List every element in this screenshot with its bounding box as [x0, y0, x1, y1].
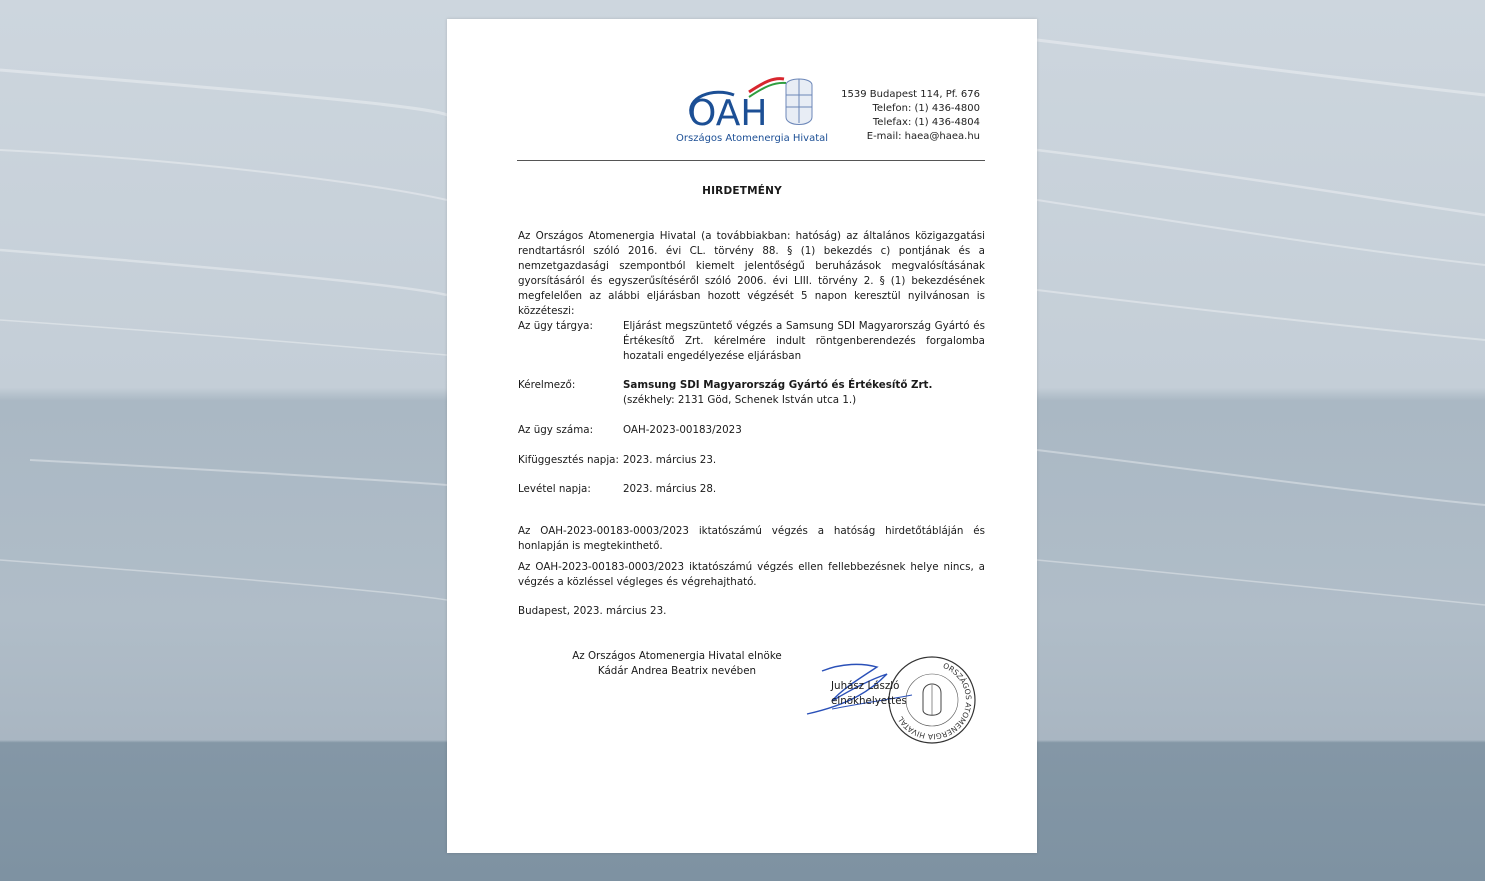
intro-paragraph: Az Országos Atomenergia Hivatal (a továbbiakban: hatóság) az általános közigazgatási rendtartásról szóló 2016. évi CL. törvény 88. § (1) bekezdés c) pontjának és a nemzetgazdasági szempontból kiemelt jelentőségű beruházások megvalósításának gyorsításáról és egyszerűsítéséről szóló 2006. évi LIII. törvény 2. § (1) bekezdésének megfelelően az alábbi eljárásban hozott végzését 5 napon keresztül nyilvánosan is közzéteszi: [518, 230, 985, 317]
contact-fax: Telefax: (1) 436-4804 [872, 117, 980, 128]
signer-title: elnökhelyettes [831, 695, 907, 707]
signer-name: Juhász László [831, 680, 900, 692]
document-page [447, 19, 1037, 853]
contact-address: 1539 Budapest 114, Pf. 676 [841, 89, 980, 100]
case-number-label: Az ügy száma: [518, 424, 594, 436]
applicant-address: (székhely: 2131 Göd, Schenek István utca 1.) [623, 394, 857, 406]
header-divider [517, 160, 985, 161]
contact-block [841, 88, 980, 144]
organization-name: Országos Atomenergia Hivatal [676, 133, 829, 144]
signature-right-block [831, 679, 907, 709]
applicant-name: Samsung SDI Magyarország Gyártó és Értékesítő Zrt. [623, 379, 933, 391]
field-subject [518, 319, 985, 364]
document-title: HIRDETMÉNY [702, 185, 782, 197]
note-paragraph-1: Az OAH-2023-00183-0003/2023 iktatószámú végzés a hatóság hirdetőtábláján és honlapján is megtekinthető. [518, 525, 985, 552]
place-date: Budapest, 2023. március 23. [518, 605, 667, 617]
posting-date-value: 2023. március 23. [623, 454, 717, 466]
logo-text: OAH [688, 93, 768, 134]
contact-phone: Telefon: (1) 436-4800 [872, 103, 980, 114]
applicant-label: Kérelmező: [518, 379, 576, 391]
president-title: Az Országos Atomenergia Hivatal elnöke [572, 650, 782, 662]
contact-email: E-mail: haea@haea.hu [866, 131, 980, 142]
subject-value: Eljárást megszüntető végzés a Samsung SDI Magyarország Gyártó és Értékesítő Zrt. kérelmére indult röntgenberendezés forgalomba hozatali engedélyezése eljárásban [623, 320, 985, 362]
signature-left-block [507, 649, 847, 679]
removal-date-value: 2023. március 28. [623, 483, 717, 495]
posting-date-label: Kifüggesztés napja: [518, 454, 619, 466]
applicant-value [623, 378, 985, 408]
subject-label: Az ügy tárgya: [518, 320, 593, 332]
removal-date-label: Levétel napja: [518, 483, 591, 495]
note-paragraph-2: Az OAH-2023-00183-0003/2023 iktatószámú végzés ellen fellebbezésnek helye nincs, a végzés a közléssel végleges és végrehajtható. [518, 561, 985, 588]
president-name: Kádár Andrea Beatrix nevében [597, 665, 757, 677]
stamp-text: ORSZÁGOS ATOMENERGIA HIVATAL [895, 661, 974, 742]
case-number-value: OAH-2023-00183/2023 [623, 424, 742, 436]
field-applicant [518, 378, 985, 408]
